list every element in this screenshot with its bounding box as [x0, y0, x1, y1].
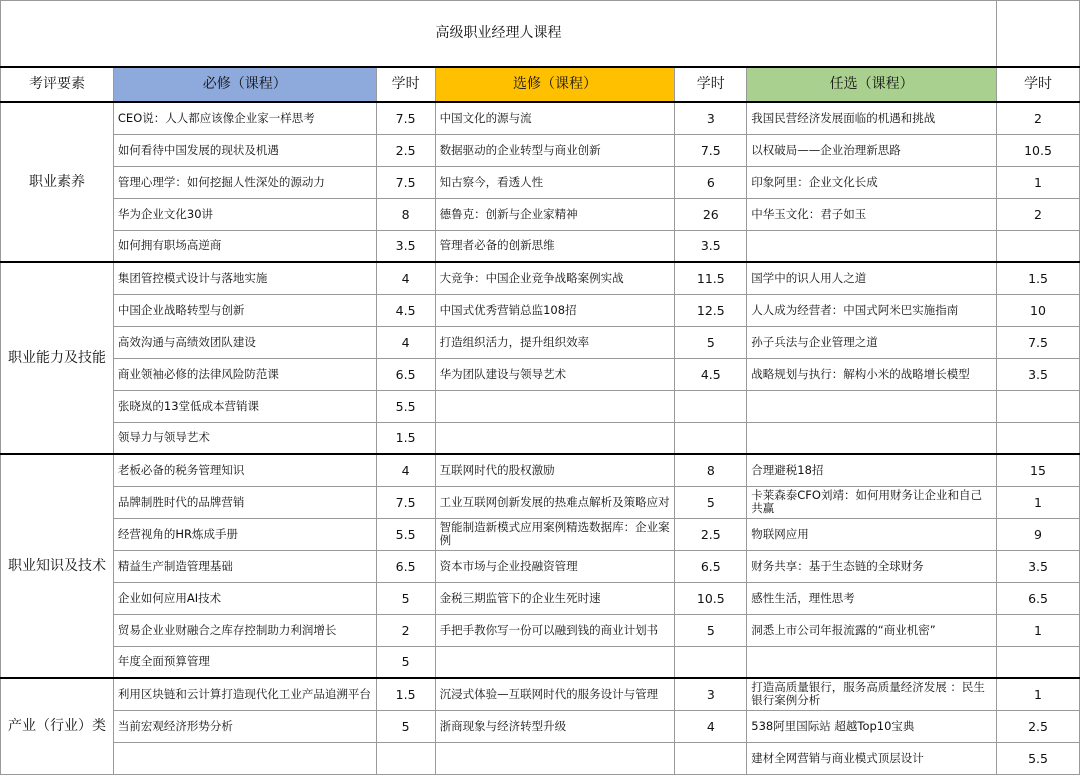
- table-row: [1, 454, 1080, 486]
- table-row: [1, 166, 1080, 198]
- optional-hours: 1: [997, 166, 1080, 198]
- required-hours: 5.5: [376, 390, 435, 422]
- required-course: 商业领袖必修的法律风险防范课: [113, 358, 376, 390]
- optional-course: 打造高质量银行，服务高质量经济发展 ：民生银行案例分析: [747, 678, 997, 710]
- optional-course: 财务共享：基于生态链的全球财务: [747, 550, 997, 582]
- elective-hours: [675, 422, 747, 454]
- elective-course: 资本市场与企业投融资管理: [435, 550, 675, 582]
- optional-hours: [997, 230, 1080, 262]
- category-cell: 职业能力及技能: [1, 262, 114, 454]
- elective-hours: 5: [675, 486, 747, 518]
- elective-hours: [675, 742, 747, 774]
- required-course: CEO说：人人都应该像企业家一样思考: [113, 102, 376, 134]
- optional-hours: 1: [997, 486, 1080, 518]
- required-hours: 5: [376, 582, 435, 614]
- optional-course: 国学中的识人用人之道: [747, 262, 997, 294]
- elective-hours: [675, 390, 747, 422]
- table-row: [1, 358, 1080, 390]
- elective-course: 互联网时代的股权激励: [435, 454, 675, 486]
- optional-hours: [997, 390, 1080, 422]
- category-cell: 职业知识及技术: [1, 454, 114, 678]
- required-hours: 1.5: [376, 678, 435, 710]
- required-course: 张晓岚的13堂低成本营销课: [113, 390, 376, 422]
- header-criteria: 考评要素: [1, 67, 114, 102]
- table-row: [1, 678, 1080, 710]
- table-row: [1, 134, 1080, 166]
- table-row: [1, 422, 1080, 454]
- table-row: [1, 646, 1080, 678]
- optional-course: [747, 646, 997, 678]
- optional-hours: 2: [997, 198, 1080, 230]
- optional-hours: 15: [997, 454, 1080, 486]
- optional-course: 印象阿里：企业文化长成: [747, 166, 997, 198]
- elective-hours: 11.5: [675, 262, 747, 294]
- elective-hours: [675, 646, 747, 678]
- optional-hours: 3.5: [997, 358, 1080, 390]
- table-row: [1, 742, 1080, 774]
- optional-course: 人人成为经营者：中国式阿米巴实施指南: [747, 294, 997, 326]
- elective-hours: 26: [675, 198, 747, 230]
- required-hours: 2.5: [376, 134, 435, 166]
- elective-hours: 3: [675, 678, 747, 710]
- required-course: 集团管控模式设计与落地实施: [113, 262, 376, 294]
- optional-hours: [997, 422, 1080, 454]
- optional-hours: 3.5: [997, 550, 1080, 582]
- required-course: 精益生产制造管理基础: [113, 550, 376, 582]
- elective-course: [435, 390, 675, 422]
- optional-course: 孙子兵法与企业管理之道: [747, 326, 997, 358]
- title-blank-cell: [997, 1, 1080, 68]
- optional-hours: 6.5: [997, 582, 1080, 614]
- optional-course: [747, 230, 997, 262]
- category-cell: 产业（行业）类: [1, 678, 114, 774]
- table-row: [1, 550, 1080, 582]
- table-row: [1, 230, 1080, 262]
- required-course: 管理心理学：如何挖掘人性深处的源动力: [113, 166, 376, 198]
- optional-hours: 10.5: [997, 134, 1080, 166]
- required-hours: [376, 742, 435, 774]
- elective-hours: 10.5: [675, 582, 747, 614]
- table-row: [1, 614, 1080, 646]
- table-row: [1, 262, 1080, 294]
- page-title: 高级职业经理人课程: [1, 1, 997, 68]
- required-hours: 3.5: [376, 230, 435, 262]
- optional-hours: 2: [997, 102, 1080, 134]
- elective-hours: 6: [675, 166, 747, 198]
- required-hours: 8: [376, 198, 435, 230]
- elective-hours: 12.5: [675, 294, 747, 326]
- elective-course: 浙商现象与经济转型升级: [435, 710, 675, 742]
- elective-course: 打造组织活力，提升组织效率: [435, 326, 675, 358]
- header-required: 必修（课程）: [113, 67, 376, 102]
- elective-course: 智能制造新模式应用案例精选数据库：企业案例: [435, 518, 675, 550]
- required-hours: 7.5: [376, 102, 435, 134]
- elective-course: 手把手教你写一份可以融到钱的商业计划书: [435, 614, 675, 646]
- elective-course: [435, 646, 675, 678]
- required-hours: 1.5: [376, 422, 435, 454]
- elective-hours: 3: [675, 102, 747, 134]
- required-course: 中国企业战略转型与创新: [113, 294, 376, 326]
- elective-course: [435, 742, 675, 774]
- optional-course: 洞悉上市公司年报流露的“商业机密”: [747, 614, 997, 646]
- elective-course: 数据驱动的企业转型与商业创新: [435, 134, 675, 166]
- table-row: [1, 294, 1080, 326]
- optional-course: 我国民营经济发展面临的机遇和挑战: [747, 102, 997, 134]
- table-row: [1, 102, 1080, 134]
- elective-hours: 6.5: [675, 550, 747, 582]
- table-row: [1, 198, 1080, 230]
- required-hours: 4: [376, 262, 435, 294]
- required-course: 企业如何应用AI技术: [113, 582, 376, 614]
- required-hours: 6.5: [376, 358, 435, 390]
- optional-course: 感性生活，理性思考: [747, 582, 997, 614]
- elective-course: 华为团队建设与领导艺术: [435, 358, 675, 390]
- required-course: 高效沟通与高绩效团队建设: [113, 326, 376, 358]
- required-hours: 4.5: [376, 294, 435, 326]
- elective-course: 工业互联网创新发展的热难点解析及策略应对: [435, 486, 675, 518]
- category-cell: 职业素养: [1, 102, 114, 262]
- elective-hours: 4: [675, 710, 747, 742]
- elective-hours: 7.5: [675, 134, 747, 166]
- optional-hours: 7.5: [997, 326, 1080, 358]
- elective-course: 中国文化的源与流: [435, 102, 675, 134]
- table-row: [1, 582, 1080, 614]
- optional-hours: 5.5: [997, 742, 1080, 774]
- optional-hours: 1: [997, 614, 1080, 646]
- required-course: 如何拥有职场高逆商: [113, 230, 376, 262]
- required-course: 老板必备的税务管理知识: [113, 454, 376, 486]
- required-course: 年度全面预算管理: [113, 646, 376, 678]
- optional-course: 建材全网营销与商业模式顶层设计: [747, 742, 997, 774]
- elective-course: [435, 422, 675, 454]
- required-course: 当前宏观经济形势分析: [113, 710, 376, 742]
- elective-hours: 3.5: [675, 230, 747, 262]
- elective-course: 知古察今，看透人性: [435, 166, 675, 198]
- optional-course: 物联网应用: [747, 518, 997, 550]
- required-course: 华为企业文化30讲: [113, 198, 376, 230]
- header-optional: 任选（课程）: [747, 67, 997, 102]
- table-row: [1, 326, 1080, 358]
- optional-hours: [997, 646, 1080, 678]
- optional-hours: 1: [997, 678, 1080, 710]
- optional-course: 中华玉文化：君子如玉: [747, 198, 997, 230]
- title-row: [1, 1, 1080, 68]
- elective-course: 金税三期监管下的企业生死时速: [435, 582, 675, 614]
- elective-course: 管理者必备的创新思维: [435, 230, 675, 262]
- table-row: [1, 486, 1080, 518]
- header-row: [1, 67, 1080, 102]
- required-hours: 7.5: [376, 166, 435, 198]
- table-row: [1, 390, 1080, 422]
- header-hours-optional: 学时: [997, 67, 1080, 102]
- required-course: 贸易企业业财融合之库存控制助力利润增长: [113, 614, 376, 646]
- elective-hours: 5: [675, 614, 747, 646]
- optional-course: [747, 422, 997, 454]
- header-elective: 选修（课程）: [435, 67, 675, 102]
- elective-hours: 8: [675, 454, 747, 486]
- optional-hours: 2.5: [997, 710, 1080, 742]
- required-hours: 6.5: [376, 550, 435, 582]
- required-course: 经营视角的HR炼成手册: [113, 518, 376, 550]
- required-course: [113, 742, 376, 774]
- elective-course: 中国式优秀营销总监108招: [435, 294, 675, 326]
- header-hours-required: 学时: [376, 67, 435, 102]
- optional-course: [747, 390, 997, 422]
- optional-course: 合理避税18招: [747, 454, 997, 486]
- required-course: 利用区块链和云计算打造现代化工业产品追溯平台: [113, 678, 376, 710]
- elective-course: 大竞争：中国企业竞争战略案例实战: [435, 262, 675, 294]
- required-hours: 5: [376, 710, 435, 742]
- required-hours: 5: [376, 646, 435, 678]
- required-hours: 7.5: [376, 486, 435, 518]
- optional-course: 卡莱森泰CFO刘靖：如何用财务让企业和自己共赢: [747, 486, 997, 518]
- optional-hours: 1.5: [997, 262, 1080, 294]
- optional-course: 538阿里国际站 超越Top10宝典: [747, 710, 997, 742]
- required-hours: 4: [376, 454, 435, 486]
- optional-hours: 10: [997, 294, 1080, 326]
- table-row: [1, 710, 1080, 742]
- required-course: 领导力与领导艺术: [113, 422, 376, 454]
- required-hours: 2: [376, 614, 435, 646]
- required-hours: 4: [376, 326, 435, 358]
- required-hours: 5.5: [376, 518, 435, 550]
- elective-hours: 2.5: [675, 518, 747, 550]
- header-hours-elective: 学时: [675, 67, 747, 102]
- required-course: 品牌制胜时代的品牌营销: [113, 486, 376, 518]
- optional-course: 以权破局——企业治理新思路: [747, 134, 997, 166]
- elective-hours: 4.5: [675, 358, 747, 390]
- elective-course: 德鲁克：创新与企业家精神: [435, 198, 675, 230]
- table-row: [1, 518, 1080, 550]
- optional-course: 战略规划与执行：解构小米的战略增长模型: [747, 358, 997, 390]
- elective-course: 沉浸式体验—互联网时代的服务设计与管理: [435, 678, 675, 710]
- optional-hours: 9: [997, 518, 1080, 550]
- required-course: 如何看待中国发展的现状及机遇: [113, 134, 376, 166]
- elective-hours: 5: [675, 326, 747, 358]
